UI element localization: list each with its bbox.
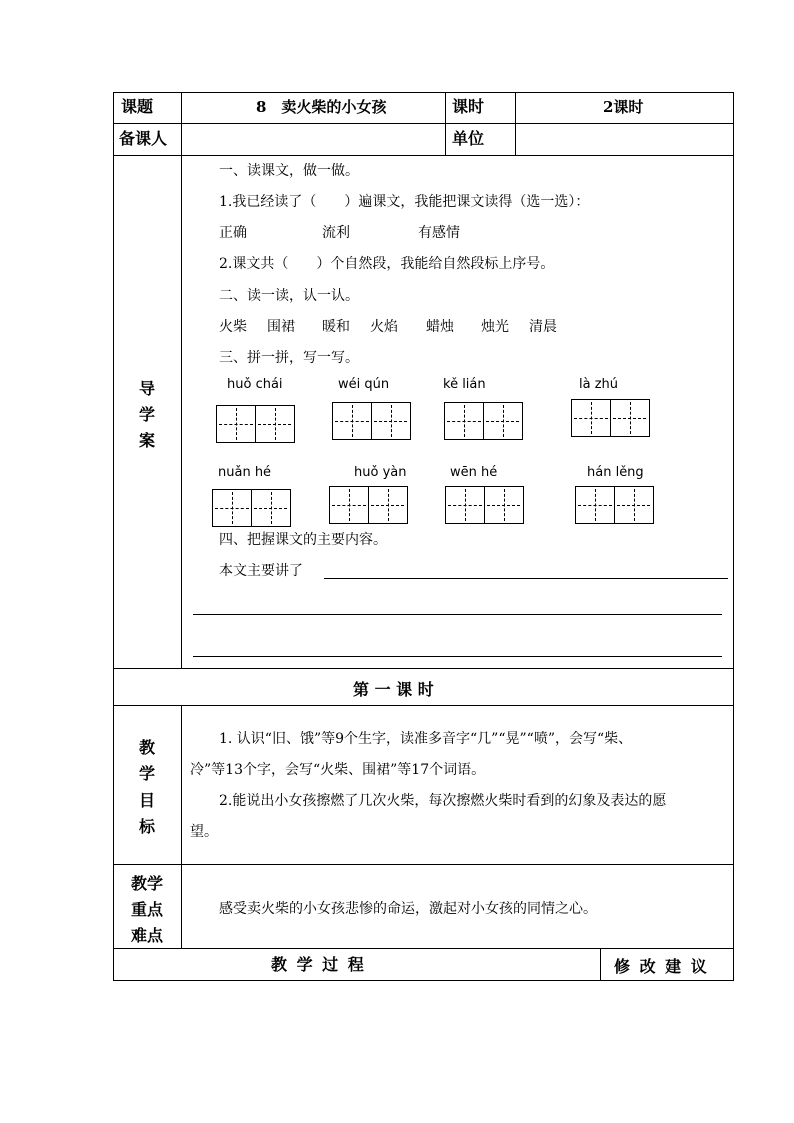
goal2-line1: 2.能说出小女孩擦燃了几次火柴，每次擦燃火柴时看到的幻象及表达的愿 bbox=[219, 793, 667, 809]
pinyin-label: wēn hé bbox=[450, 465, 498, 480]
key-points-text: 感受卖火柴的小女孩悲惨的命运，激起对小女孩的同情之心。 bbox=[219, 901, 597, 917]
suggestion-label: 修 改 建 议 bbox=[614, 957, 709, 976]
goal2-line2: 望。 bbox=[190, 824, 218, 840]
answer-line[interactable] bbox=[193, 614, 722, 615]
guide-label-char: 案 bbox=[139, 431, 156, 450]
section1-question2: 2.课文共（ ）个自然段，我能给自然段标上序号。 bbox=[219, 256, 555, 272]
word-item: 暖和 bbox=[322, 319, 350, 335]
tianzige-box[interactable] bbox=[445, 486, 524, 524]
topic-label: 课题 bbox=[121, 97, 154, 116]
goals-label-char: 标 bbox=[139, 817, 156, 836]
goal1-line2: 冷”等13个字，会写“火柴、围裙”等17个词语。 bbox=[190, 762, 486, 778]
guide-label-char: 学 bbox=[139, 405, 156, 424]
tianzige-box[interactable] bbox=[332, 402, 411, 440]
tianzige-box[interactable] bbox=[329, 486, 408, 524]
tianzige-box[interactable] bbox=[444, 402, 523, 440]
word-item: 火柴 bbox=[219, 319, 247, 335]
pinyin-label: huǒ yàn bbox=[354, 465, 407, 480]
topic-value: 8 卖火柴的小女孩 bbox=[256, 98, 387, 116]
hours-label: 课时 bbox=[452, 97, 485, 116]
tianzige-box[interactable] bbox=[571, 399, 650, 437]
tianzige-box[interactable] bbox=[212, 489, 291, 527]
preparer-label: 备课人 bbox=[119, 129, 168, 148]
answer-line[interactable] bbox=[324, 578, 728, 579]
section3-title: 三、拼一拼，写一写。 bbox=[219, 350, 359, 366]
goals-label-char: 教 bbox=[139, 738, 156, 757]
goals-label-char: 目 bbox=[139, 791, 156, 810]
pinyin-label: kě lián bbox=[443, 377, 486, 392]
pinyin-label: hán lěng bbox=[587, 465, 644, 480]
word-item: 蜡烛 bbox=[426, 319, 454, 335]
process-label: 教 学 过 程 bbox=[271, 955, 366, 974]
option-fluent: 流利 bbox=[322, 225, 350, 241]
section2-title: 二、读一读，认一认。 bbox=[219, 288, 359, 304]
answer-line[interactable] bbox=[193, 656, 722, 657]
hours-value: 2课时 bbox=[603, 98, 644, 116]
tianzige-box[interactable] bbox=[575, 486, 654, 524]
guide-label-char: 导 bbox=[139, 379, 156, 398]
word-item: 烛光 bbox=[481, 319, 509, 335]
unit-label: 单位 bbox=[452, 129, 485, 148]
section4-prompt: 本文主要讲了 bbox=[219, 563, 303, 579]
word-item: 火焰 bbox=[370, 319, 398, 335]
word-item: 清晨 bbox=[529, 319, 557, 335]
key-label-line: 教学 bbox=[131, 874, 164, 893]
option-correct: 正确 bbox=[219, 225, 247, 241]
tianzige-box[interactable] bbox=[216, 405, 295, 443]
lesson-title: 第 一 课 时 bbox=[353, 680, 434, 699]
pinyin-label: là zhú bbox=[579, 377, 619, 392]
goal1-line1: 1. 认识“旧、饿”等9个生字，读准多音字“几”“晃”“喷”，会写“柴、 bbox=[219, 731, 633, 747]
goals-label-char: 学 bbox=[139, 764, 156, 783]
pinyin-label: huǒ chái bbox=[227, 377, 283, 392]
section1-title: 一、读课文，做一做。 bbox=[219, 163, 359, 179]
section1-question1: 1.我已经读了（ ）遍课文，我能把课文读得（选一选）： bbox=[219, 194, 590, 210]
key-label-line: 重点 bbox=[131, 900, 164, 919]
pinyin-label: wéi qún bbox=[338, 377, 390, 392]
word-item: 围裙 bbox=[267, 319, 295, 335]
section4-title: 四、把握课文的主要内容。 bbox=[219, 532, 387, 548]
key-label-line: 难点 bbox=[131, 926, 164, 945]
option-expressive: 有感情 bbox=[418, 225, 460, 241]
pinyin-label: nuǎn hé bbox=[218, 465, 272, 480]
